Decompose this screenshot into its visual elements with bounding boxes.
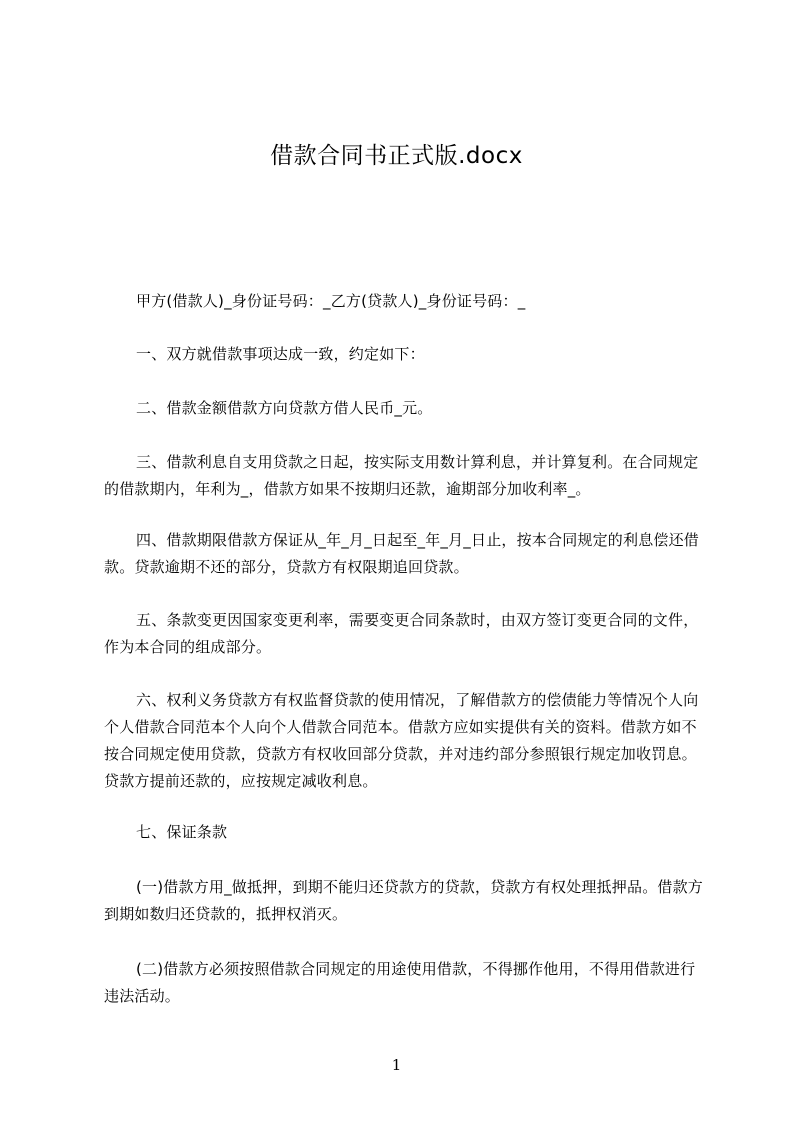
paragraph-clause-3: 三、借款利息自支用贷款之日起，按实际支用数计算利息，并计算复利。在合同规定的借款期内，年利为_，借款方如果不按期归还款，逾期部分加收利率_。 xyxy=(104,453,699,498)
paragraph-clause-7-1: (一)借款方用_做抵押，到期不能归还贷款方的贷款，贷款方有权处理抵押品。借款方到期如数归还贷款的，抵押权消灭。 xyxy=(104,878,704,923)
document-title: 借款合同书正式版.docx xyxy=(270,143,523,169)
paragraph-clause-7-2: (二)借款方必须按照借款合同规定的用途使用借款，不得挪作他用，不得用借款进行违法活动。 xyxy=(104,960,696,1005)
paragraph-parties: 甲方(借款人)_身份证号码：_乙方(贷款人)_身份证号码：_ xyxy=(136,292,526,310)
page-number: 1 xyxy=(391,1056,402,1074)
paragraph-clause-2: 二、借款金额借款方向贷款方借人民币_元。 xyxy=(136,399,433,417)
paragraph-clause-6: 六、权利义务贷款方有权监督贷款的使用情况，了解借款方的偿债能力等情况个人向个人借款合同范本个人向个人借款合同范本。借款方应如实提供有关的资料。借款方如不按合同规定使用贷款，贷款方有权收回部分贷款，并对违约部分参照银行规定加收罚息。贷款方提前还款的，应按规定减收利息。 xyxy=(104,691,699,790)
paragraph-clause-4: 四、借款期限借款方保证从_年_月_日起至_年_月_日止，按本合同规定的利息偿还借款。贷款逾期不还的部分，贷款方有权限期追回贷款。 xyxy=(104,531,700,576)
paragraph-clause-5: 五、条款变更因国家变更利率，需要变更合同条款时，由双方签订变更合同的文件，作为本合同的组成部分。 xyxy=(104,611,699,656)
paragraph-clause-7: 七、保证条款 xyxy=(136,823,228,841)
paragraph-clause-1: 一、双方就借款事项达成一致，约定如下： xyxy=(136,345,425,363)
